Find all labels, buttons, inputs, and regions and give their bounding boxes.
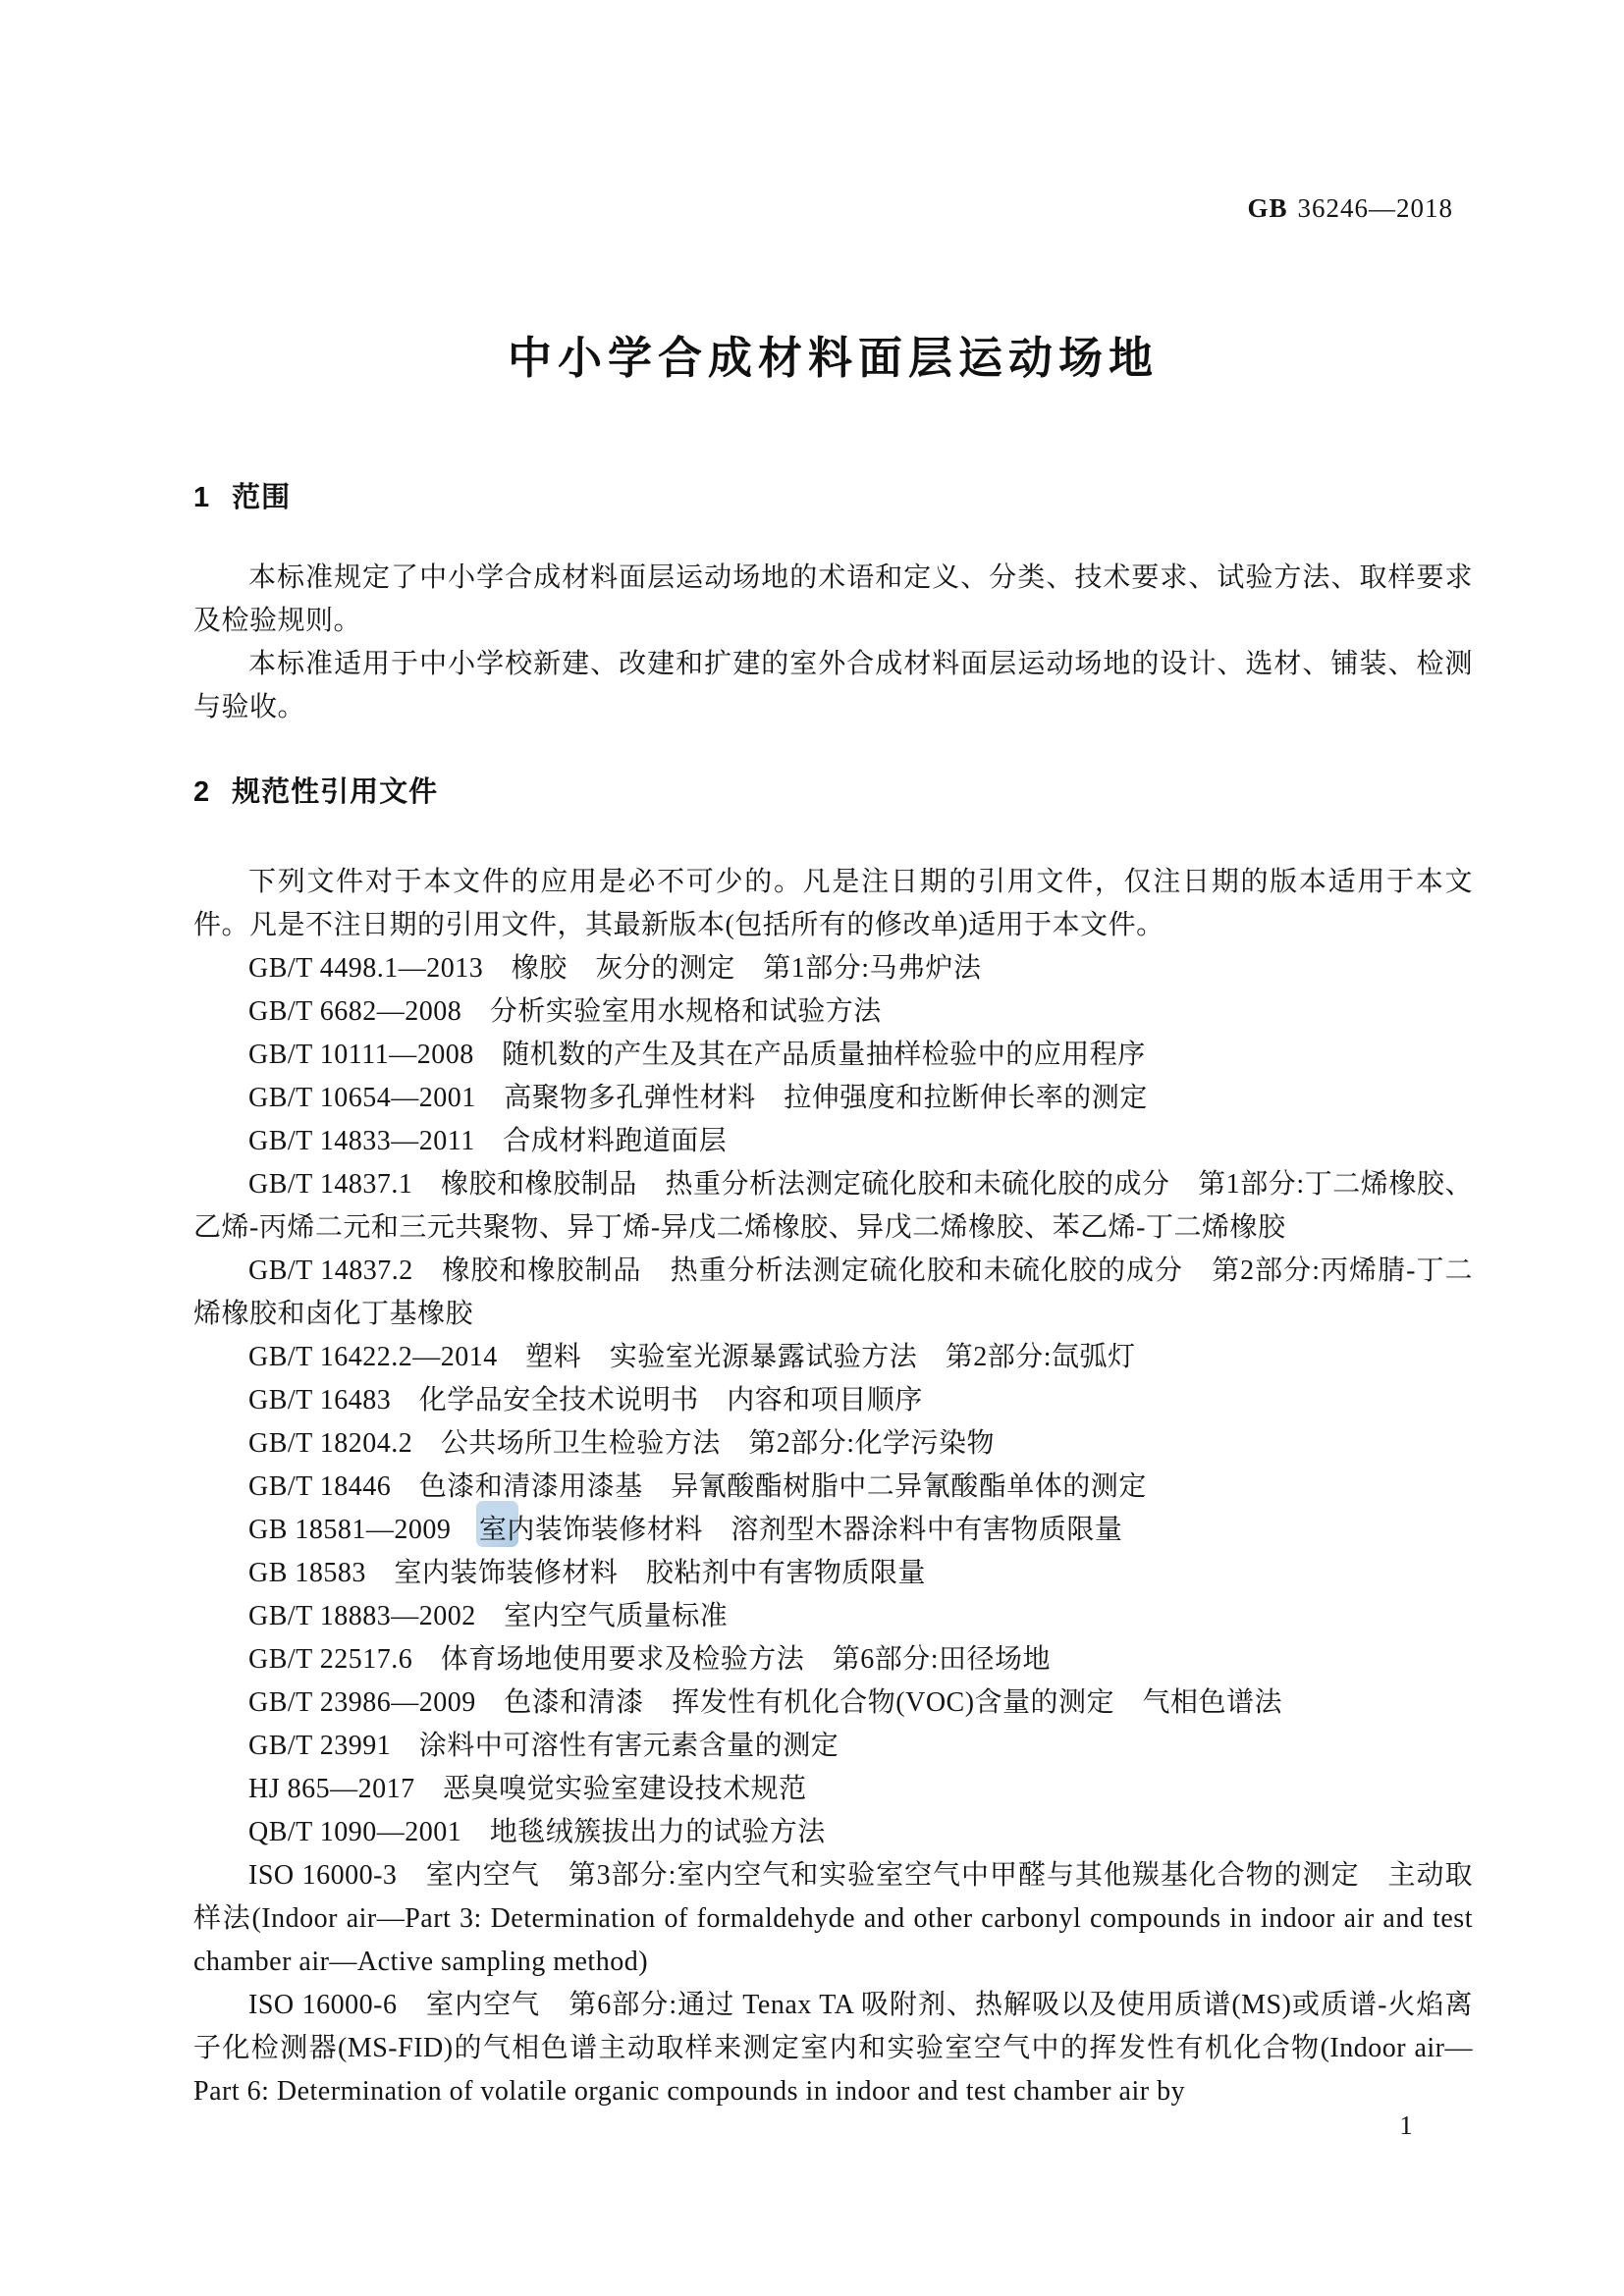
reference-item: GB/T 14837.1 橡胶和橡胶制品 热重分析法测定硫化胶和未硫化胶的成分 第1部分:丁二烯橡胶、乙烯-丙烯二元和三元共聚物、异丁烯-异戊二烯橡胶、异戊二烯橡胶、苯乙烯-丁二烯橡胶 [193, 1169, 1473, 1243]
reference-item: GB/T 16422.2—2014 塑料 实验室光源暴露试验方法 第2部分:氙弧灯 [248, 1342, 1136, 1372]
page-number: 1 [1399, 2110, 1413, 2140]
section-heading-normative-references [193, 774, 438, 810]
reference-item: HJ 865—2017 恶臭嗅觉实验室建设技术规范 [248, 1774, 807, 1804]
reference-item: GB 18583 室内装饰装修材料 胶粘剂中有害物质限量 [248, 1558, 926, 1588]
normative-references-intro: 下列文件对于本文件的应用是必不可少的。凡是注日期的引用文件，仅注日期的版本适用于本文件。凡是不注日期的引用文件，其最新版本(包括所有的修改单)适用于本文件。 [193, 867, 1473, 940]
section-heading-label: 规范性引用文件 [232, 776, 439, 808]
reference-item: GB/T 6682—2008 分析实验室用水规格和试验方法 [248, 996, 882, 1027]
reference-item: GB/T 18883—2002 室内空气质量标准 [248, 1601, 729, 1631]
reference-item: GB/T 18204.2 公共场所卫生检验方法 第2部分:化学污染物 [248, 1428, 996, 1459]
reference-item: GB/T 23991 涂料中可溶性有害元素含量的测定 [248, 1731, 839, 1761]
reference-item: GB/T 14837.2 橡胶和橡胶制品 热重分析法测定硫化胶和未硫化胶的成分 第2部分:丙烯腈-丁二烯橡胶和卤化丁基橡胶 [193, 1255, 1473, 1329]
reference-item: ISO 16000-3 室内空气 第3部分:室内空气和实验室空气中甲醛与其他羰基化合物的测定 主动取样法(Indoor air—Part 3: Determination of formaldehyde and other carbonyl compounds in indoor air and test chamber air—Active sampling method) [193, 1860, 1473, 1977]
normative-references-intro-block [193, 861, 1473, 947]
reference-item: GB/T 18446 色漆和清漆用漆基 异氰酸酯树脂中二异氰酸酯单体的测定 [248, 1471, 1147, 1502]
reference-item: GB/T 4498.1—2013 橡胶 灰分的测定 第1部分:马弗炉法 [248, 953, 982, 984]
normative-references-list [193, 947, 1473, 2113]
reference-item: QB/T 1090—2001 地毯绒簇拔出力的试验方法 [248, 1817, 826, 1847]
reference-item: GB/T 14833—2011 合成材料跑道面层 [248, 1126, 728, 1156]
section-heading-label: 范围 [232, 482, 292, 513]
scope-paragraph-1: 本标准规定了中小学合成材料面层运动场地的术语和定义、分类、技术要求、试验方法、取样要求及检验规则。 [193, 562, 1473, 636]
scope-paragraph-2-block [193, 643, 1473, 729]
section-number: 1 [193, 482, 211, 513]
reference-item: GB/T 22517.6 体育场地使用要求及检验方法 第6部分:田径场地 [248, 1644, 1052, 1675]
reference-item: ISO 16000-6 室内空气 第6部分:通过 Tenax TA 吸附剂、热解吸以及使用质谱(MS)或质谱-火焰离子化检测器(MS-FID)的气相色谱主动取样来测定室内和实验室空气中的挥发性有机化合物(Indoor air—Part 6: Determination of volatile organic compounds in indoor and test chamber air by [193, 1990, 1473, 2107]
reference-item: GB 18581—2009 室内装饰装修材料 溶剂型木器涂料中有害物质限量 [248, 1515, 1123, 1545]
reference-item: GB/T 10111—2008 随机数的产生及其在产品质量抽样检验中的应用程序 [248, 1040, 1146, 1070]
standard-code-header [0, 192, 1453, 224]
scope-paragraph-2: 本标准适用于中小学校新建、改建和扩建的室外合成材料面层运动场地的设计、选材、铺装、检测与验收。 [193, 649, 1473, 722]
standard-code-prefix: GB [1247, 193, 1288, 223]
reference-item: GB/T 10654—2001 高聚物多孔弹性材料 拉伸强度和拉断伸长率的测定 [248, 1083, 1148, 1113]
section-number: 2 [193, 776, 211, 808]
section-heading-scope [193, 480, 291, 515]
standard-code-number: 36246—2018 [1297, 193, 1453, 223]
reference-item: GB/T 16483 化学品安全技术说明书 内容和项目顺序 [248, 1385, 923, 1415]
document-title: 中小学合成材料面层运动场地 [507, 333, 1159, 383]
scope-paragraph-1-block [193, 557, 1473, 643]
reference-item: GB/T 23986—2009 色漆和清漆 挥发性有机化合物(VOC)含量的测定 气相色谱法 [248, 1687, 1283, 1718]
